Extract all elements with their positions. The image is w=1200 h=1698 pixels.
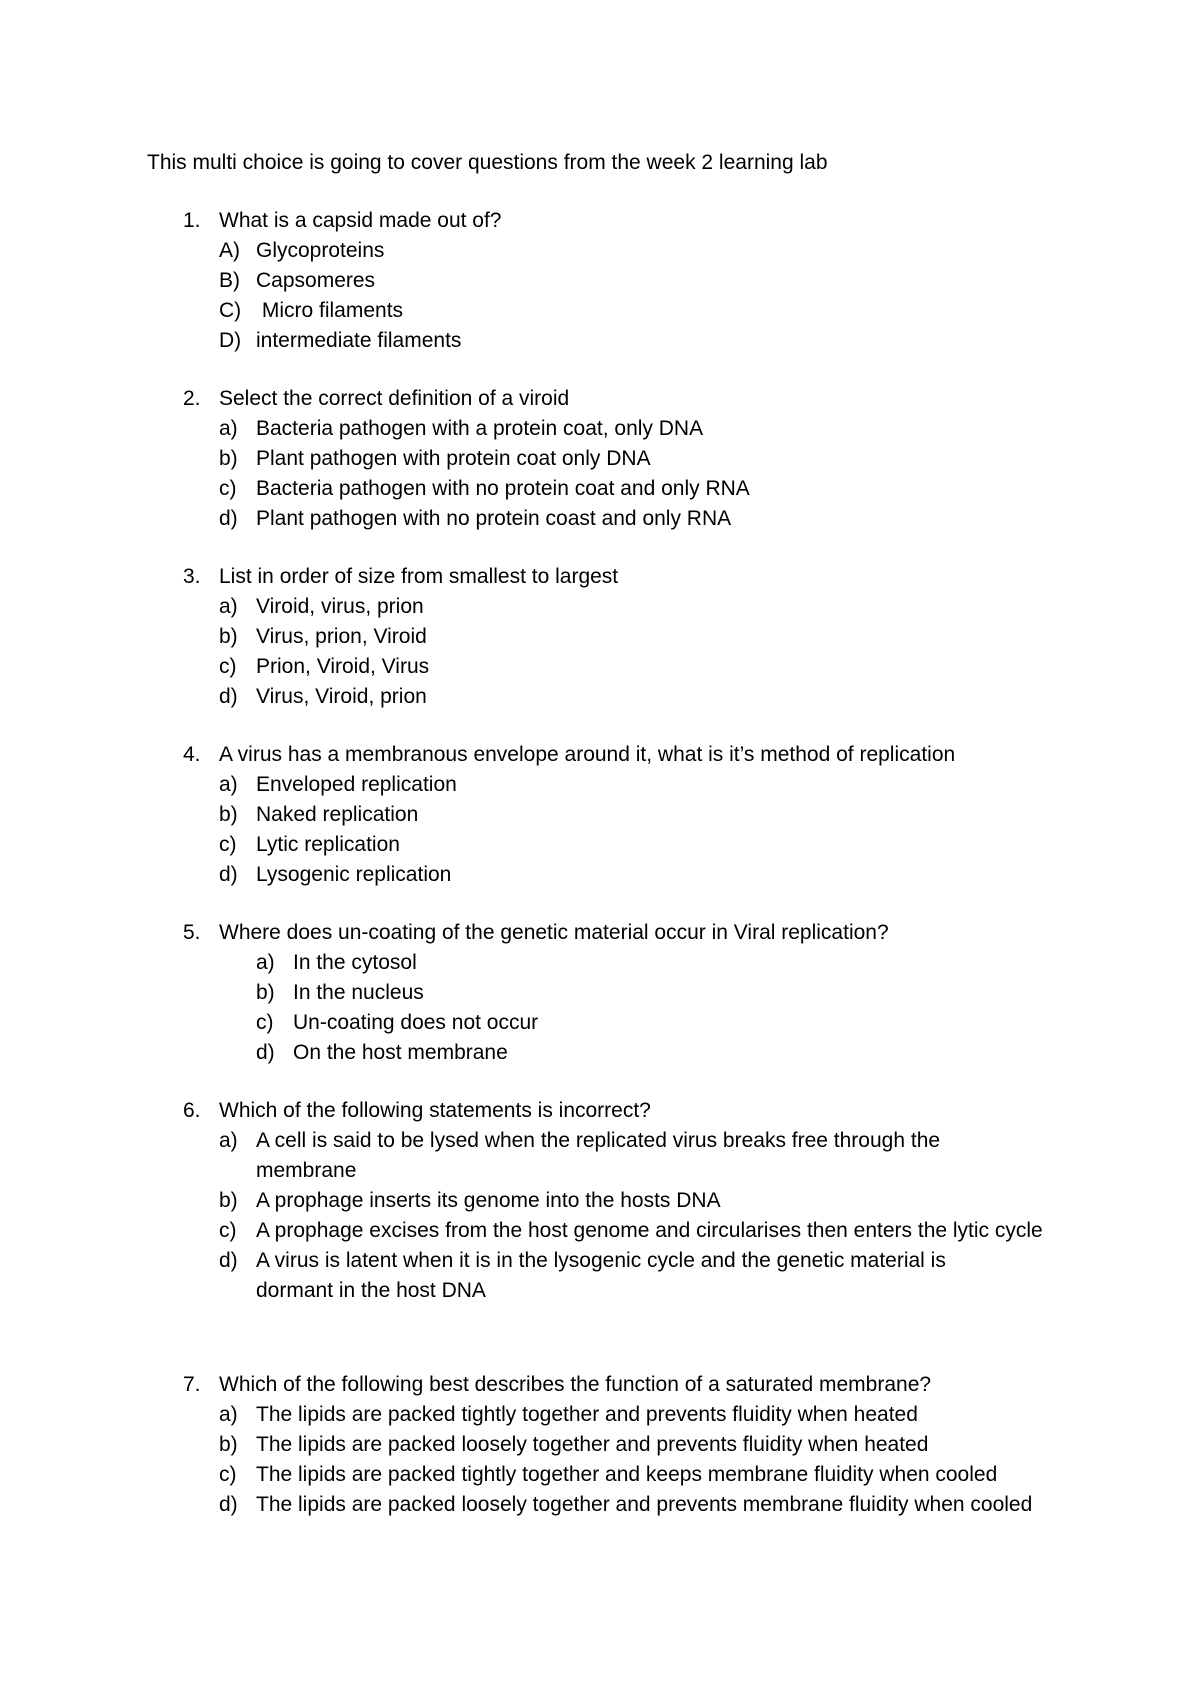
option-letter: d) xyxy=(219,685,238,708)
option-item xyxy=(183,1216,1083,1246)
question-stem xyxy=(183,1370,1083,1400)
question-1 xyxy=(183,206,1083,356)
option-item xyxy=(183,1490,1083,1520)
question-number: 5. xyxy=(183,921,201,944)
option-letter: a) xyxy=(219,417,238,440)
question-number: 1. xyxy=(183,209,201,232)
question-number: 4. xyxy=(183,743,201,766)
option-text: Plant pathogen with no protein coast and only RNA xyxy=(256,507,732,530)
intro-text: This multi choice is going to cover questions from the week 2 learning lab xyxy=(147,151,828,174)
question-text: Select the correct definition of a viroid xyxy=(219,387,570,410)
option-letter: A) xyxy=(219,239,240,262)
option-item xyxy=(183,326,1083,356)
option-item xyxy=(183,860,1083,890)
option-text: Lysogenic replication xyxy=(256,863,452,886)
option-item xyxy=(183,1038,1083,1068)
option-letter: a) xyxy=(219,773,238,796)
option-item xyxy=(183,1430,1083,1460)
option-item xyxy=(183,978,1083,1008)
option-item xyxy=(183,474,1083,504)
question-stem xyxy=(183,206,1083,236)
option-text: The lipids are packed tightly together and keeps membrane fluidity when cooled xyxy=(256,1463,998,1486)
option-item xyxy=(183,1008,1083,1038)
option-item xyxy=(183,948,1083,978)
question-stem xyxy=(183,918,1083,948)
option-letter: D) xyxy=(219,329,242,352)
option-letter: c) xyxy=(219,1463,237,1486)
option-item xyxy=(183,1400,1083,1430)
option-text: Micro filaments xyxy=(256,299,404,322)
option-text: A prophage excises from the host genome and circularises then enters the lytic cycle xyxy=(256,1219,1043,1242)
question-number: 7. xyxy=(183,1373,201,1396)
option-item xyxy=(183,414,1083,444)
option-text: Un-coating does not occur xyxy=(293,1011,539,1034)
option-letter: b) xyxy=(256,981,275,1004)
question-6 xyxy=(183,1096,1083,1306)
question-7 xyxy=(183,1370,1083,1520)
option-letter: b) xyxy=(219,1433,238,1456)
question-3 xyxy=(183,562,1083,712)
option-item xyxy=(183,444,1083,474)
option-text: A virus is latent when it is in the lysogenic cycle and the genetic material is dormant in the host DNA xyxy=(256,1249,946,1302)
question-stem xyxy=(183,562,1083,592)
option-text: Naked replication xyxy=(256,803,419,826)
option-item xyxy=(183,830,1083,860)
option-item xyxy=(183,236,1083,266)
option-text: Glycoproteins xyxy=(256,239,385,262)
option-letter: c) xyxy=(219,833,237,856)
question-stem xyxy=(183,384,1083,414)
option-letter: d) xyxy=(219,1249,238,1272)
option-text: intermediate filaments xyxy=(256,329,462,352)
option-letter: c) xyxy=(256,1011,274,1034)
option-letter: d) xyxy=(256,1041,275,1064)
option-item xyxy=(183,1460,1083,1490)
option-letter: a) xyxy=(256,951,275,974)
option-item xyxy=(183,296,1083,326)
option-letter: a) xyxy=(219,1129,238,1152)
option-text: Enveloped replication xyxy=(256,773,457,796)
option-item xyxy=(183,504,1083,534)
option-letter: c) xyxy=(219,1219,237,1242)
option-item xyxy=(183,622,1083,652)
option-text: Virus, prion, Viroid xyxy=(256,625,427,648)
question-number: 3. xyxy=(183,565,201,588)
option-text: On the host membrane xyxy=(293,1041,508,1064)
option-text: Viroid, virus, prion xyxy=(256,595,424,618)
option-item xyxy=(183,770,1083,800)
option-letter: b) xyxy=(219,625,238,648)
option-letter: d) xyxy=(219,1493,238,1516)
option-item xyxy=(183,1126,1083,1186)
option-letter: c) xyxy=(219,477,237,500)
option-item xyxy=(183,652,1083,682)
option-text: The lipids are packed loosely together and prevents membrane fluidity when cooled xyxy=(256,1493,1033,1516)
question-text: Which of the following best describes the function of a saturated membrane? xyxy=(219,1373,932,1396)
option-item xyxy=(183,266,1083,296)
option-text: Lytic replication xyxy=(256,833,400,856)
option-letter: d) xyxy=(219,863,238,886)
option-text: In the nucleus xyxy=(293,981,424,1004)
question-text: A virus has a membranous envelope around it, what is it’s method of replication xyxy=(219,743,956,766)
option-item xyxy=(183,1246,1083,1306)
question-4 xyxy=(183,740,1083,890)
question-text: Which of the following statements is incorrect? xyxy=(219,1099,651,1122)
option-item xyxy=(183,1186,1083,1216)
option-text: A prophage inserts its genome into the hosts DNA xyxy=(256,1189,721,1212)
option-letter: B) xyxy=(219,269,240,292)
question-text: List in order of size from smallest to largest xyxy=(219,565,619,588)
option-text: The lipids are packed tightly together and prevents fluidity when heated xyxy=(256,1403,918,1426)
option-letter: a) xyxy=(219,1403,238,1426)
option-letter: C) xyxy=(219,299,242,322)
option-text: Plant pathogen with protein coat only DNA xyxy=(256,447,651,470)
option-text: Prion, Viroid, Virus xyxy=(256,655,430,678)
option-item xyxy=(183,592,1083,622)
question-2 xyxy=(183,384,1083,534)
option-item xyxy=(183,682,1083,712)
question-number: 6. xyxy=(183,1099,201,1122)
question-stem xyxy=(183,740,1083,770)
question-stem xyxy=(183,1096,1083,1126)
option-letter: c) xyxy=(219,655,237,678)
option-text: In the cytosol xyxy=(293,951,417,974)
question-text: Where does un-coating of the genetic material occur in Viral replication? xyxy=(219,921,889,944)
option-letter: b) xyxy=(219,1189,238,1212)
question-text: What is a capsid made out of? xyxy=(219,209,502,232)
option-letter: b) xyxy=(219,803,238,826)
option-text: The lipids are packed loosely together and prevents fluidity when heated xyxy=(256,1433,929,1456)
option-item xyxy=(183,800,1083,830)
option-letter: a) xyxy=(219,595,238,618)
question-number: 2. xyxy=(183,387,201,410)
option-text: Bacteria pathogen with no protein coat and only RNA xyxy=(256,477,750,500)
option-text: Bacteria pathogen with a protein coat, only DNA xyxy=(256,417,704,440)
option-letter: d) xyxy=(219,507,238,530)
option-letter: b) xyxy=(219,447,238,470)
option-text: Capsomeres xyxy=(256,269,376,292)
option-text: Virus, Viroid, prion xyxy=(256,685,427,708)
question-5 xyxy=(183,918,1083,1068)
option-text: A cell is said to be lysed when the replicated virus breaks free through the membrane xyxy=(256,1129,941,1182)
